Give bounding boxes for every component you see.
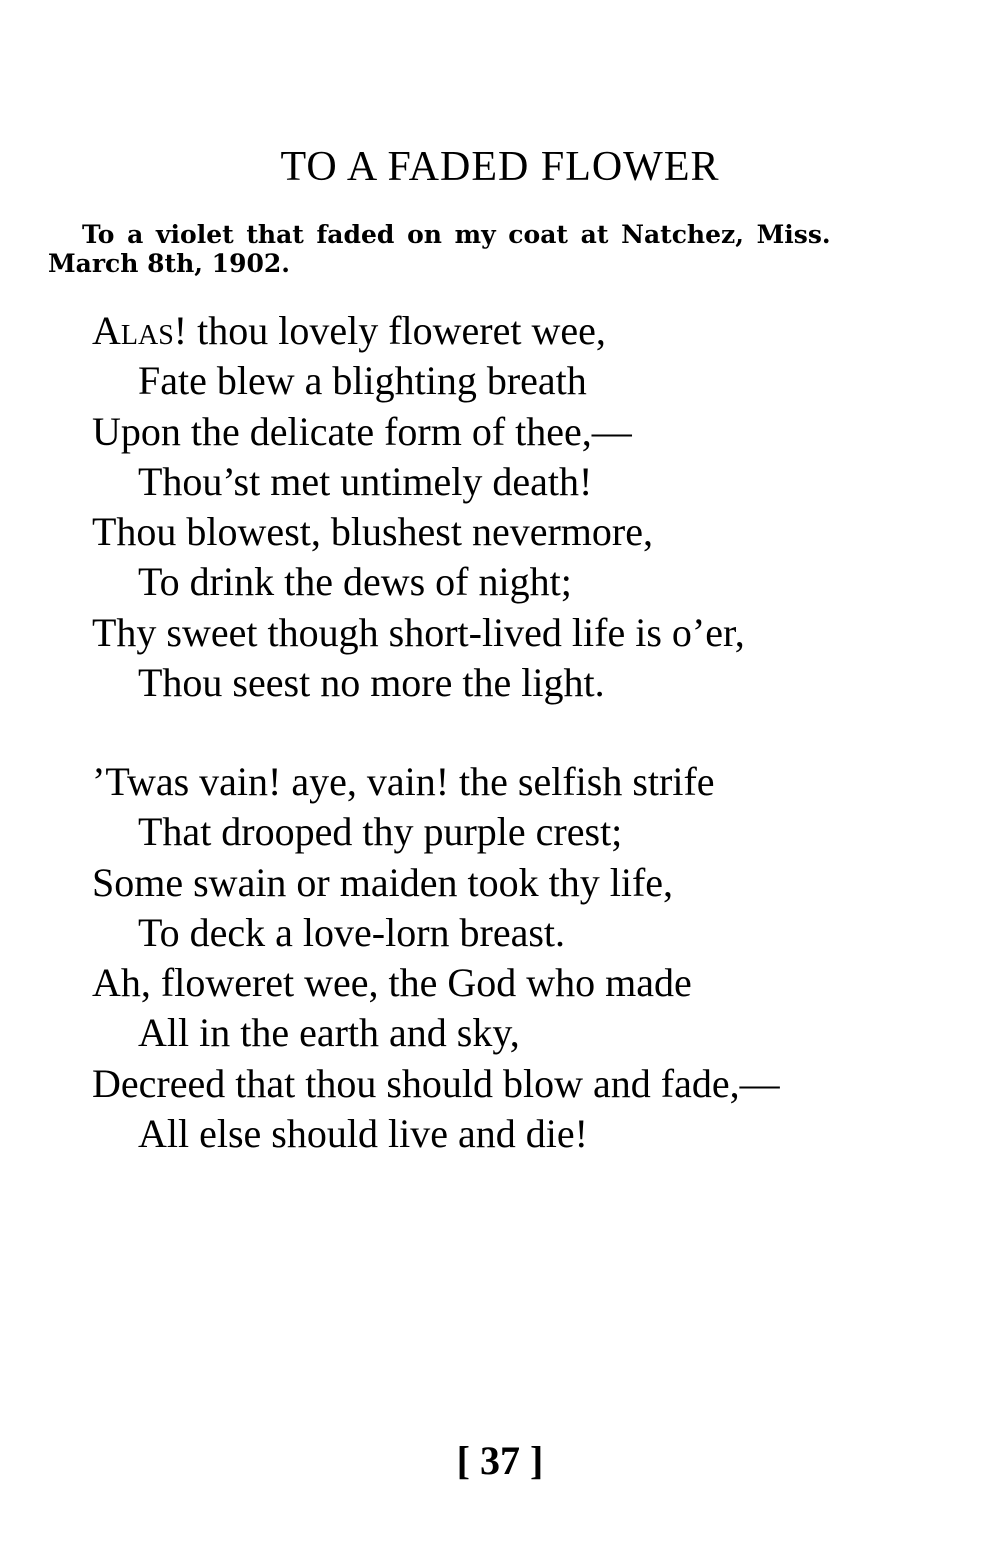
poem-title: TO A FADED FLOWER [280, 144, 720, 190]
poem-line: Some swain or maiden took thy life, [92, 859, 674, 905]
dedication-line: To a violet that faded on my coat at Natchez, Miss. [82, 220, 831, 249]
poem-line: To drink the dews of night; [138, 559, 572, 605]
poem-line: That drooped thy purple crest; [138, 809, 623, 855]
line-text: ! thou lovely floweret wee, [173, 308, 606, 353]
page-number: [ 37 ] [456, 1438, 544, 1483]
poem-line: Thou’st met untimely death! [138, 458, 593, 504]
opening-word: Alas [92, 308, 174, 353]
poem-line: Thou blowest, blushest nevermore, [92, 509, 653, 555]
dedication [48, 220, 928, 278]
stanza-2 [92, 757, 952, 1159]
dedication-line: March 8th, 1902. [48, 249, 290, 278]
poem-line: To deck a love-lorn breast. [138, 909, 566, 955]
poem-line: Thy sweet though short-lived life is o’er, [92, 609, 745, 655]
poem-line: Upon the delicate form of thee,— [92, 408, 632, 454]
poem-line: Decreed that thou should blow and fade,— [92, 1060, 780, 1106]
poem-line: Thou seest no more the light. [138, 660, 605, 706]
poem-line: All else should live and die! [138, 1111, 588, 1157]
poem-line: ’Twas vain! aye, vain! the selfish strife [92, 759, 715, 804]
poem-line: All in the earth and sky, [138, 1010, 520, 1056]
stanza-1 [92, 306, 952, 708]
poem-line [92, 306, 952, 356]
poem-line: Fate blew a blighting breath [138, 358, 587, 404]
poem-line: Ah, floweret wee, the God who made [92, 960, 692, 1006]
